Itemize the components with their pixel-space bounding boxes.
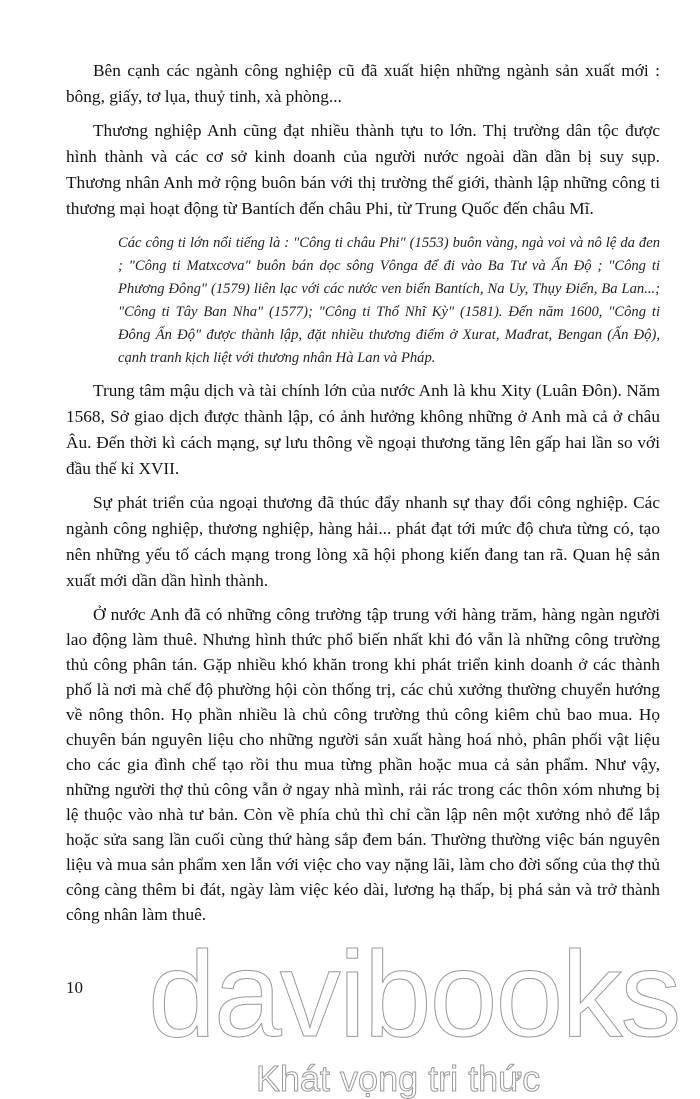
note-trading-companies: Các công ti lớn nổi tiếng là : "Công ti châu Phi" (1553) buôn vàng, ngà voi và nô lệ da đen ; "Công ti Matxcơva" buôn bán dọc sông Vônga để đi vào Ba Tư và Ấn Độ ; "Công ti Phương Đông" (1579) liên lạc với các nước ven biển Bantích, Na Uy, Thụy Điển, Ba Lan...; "Công ti Tây Ban Nha" (1577); "Công ti Thổ Nhĩ Kỳ" (1581). Đến năm 1600, "Công ti Đông Ấn Độ" được thành lập, đặt nhiều thương điếm ở Xurat, Mađrat, Bengan (Ấn Độ), cạnh tranh kịch liệt với thương nhân Hà Lan và Pháp. [118,235,660,366]
paragraph-new-industries: Bên cạnh các ngành công nghiệp cũ đã xuất hiện những ngành sản xuất mới : bông, giấy, tơ lụa, thuỷ tinh, xà phòng... [66,61,660,106]
watermark-logo: davibooks [148,926,680,1062]
paragraph-manufactories: Ở nước Anh đã có những công trường tập trung với hàng trăm, hàng ngàn người lao động làm thuê. Nhưng hình thức phổ biến nhất khi đó vẫn là những công trường thủ công phân tán. Gặp nhiều khó khăn trong khi phát triển kinh doanh ở các thành phố là nơi mà chế độ phường hội còn thống trị, các chủ xưởng thường chuyển hướng về nông thôn. Họ phần nhiều là chủ công trường thủ công kiêm chủ bao mua. Họ chuyên bán nguyên liệu cho những người sản xuất hàng hoá nhỏ, phân phối vật liệu cho các gia đình chế tạo rồi thu mua từng phần hoặc mua cả sản phẩm. Như vậy, những người thợ thủ công vẫn ở ngay nhà mình, rải rác trong các thôn xóm nhưng bị lệ thuộc vào nhà tư bản. Còn về phía chủ thì chỉ cần lập nên một xưởng nhỏ để lắp hoặc sửa sang lần cuối cùng thứ hàng sắp đem bán. Thường thường việc bán nguyên liệu và mua sản phẩm xen lẫn với việc cho vay nặng lãi, làm cho đời sống của thợ thủ công càng thêm bi đát, ngày làm việc kéo dài, lương hạ thấp, bị phá sản và trở thành công nhân làm thuê. [66,605,660,924]
page-body [66,0,660,927]
paragraph-city-of-london: Trung tâm mậu dịch và tài chính lớn của nước Anh là khu Xity (Luân Đôn). Năm 1568, Sở giao dịch được thành lập, có ảnh hưởng không những ở Anh mà cả ở châu Âu. Đến thời kì cách mạng, sự lưu thông về ngoại thương tăng lên gấp hai lần so với đầu thế kỉ XVII. [66,381,660,478]
page-number: 10 [66,978,83,997]
paragraph-commerce: Thương nghiệp Anh cũng đạt nhiều thành tựu to lớn. Thị trường dân tộc được hình thành và các cơ sở kinh doanh của người nước ngoài dần dần bị suy sụp. Thương nhân Anh mở rộng buôn bán với thị trường thế giới, thành lập những công ti thương mại hoạt động từ Bantích đến châu Phi, từ Trung Quốc đến châu Mĩ. [66,121,660,218]
watermark-slogan: Khát vọng tri thức [256,1058,541,1099]
page-footer [66,926,680,1099]
watermark [148,926,680,1099]
paragraph-foreign-trade: Sự phát triển của ngoại thương đã thúc đẩy nhanh sự thay đổi công nghiệp. Các ngành công nghiệp, thương nghiệp, hàng hải... phát đạt tới mức độ chưa từng có, tạo nên những yếu tố cách mạng trong lòng xã hội phong kiến đang tan rã. Quan hệ sản xuất mới dần dần hình thành. [66,493,660,590]
